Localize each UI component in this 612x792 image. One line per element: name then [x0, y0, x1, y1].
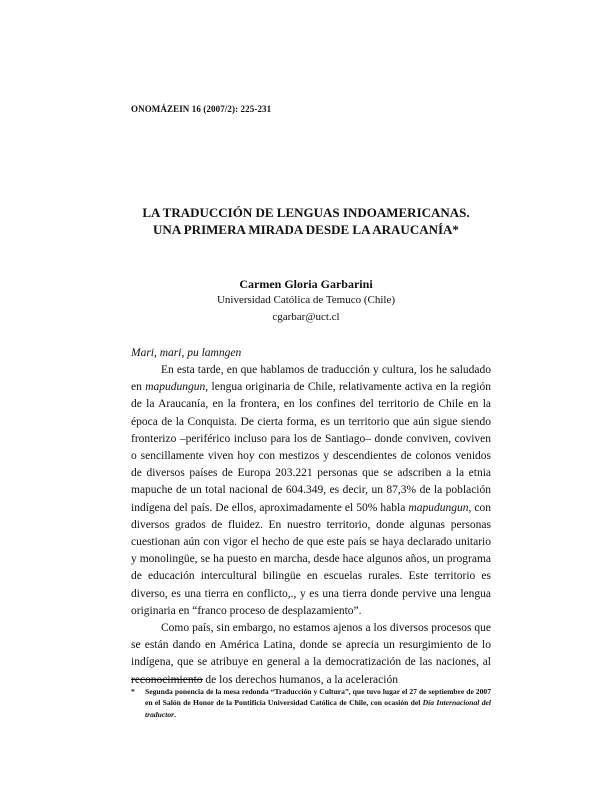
title-line-1: LA TRADUCCIÓN DE LENGUAS INDOAMERICANAS. [142, 205, 470, 220]
footnote-emphasis: Día Internacional del traductor [145, 698, 491, 719]
footnote-marker: * [131, 687, 135, 696]
footnote-text [131, 686, 491, 720]
paragraph-1 [131, 362, 491, 620]
footnote-rule [131, 679, 203, 680]
author-affiliation-block [120, 292, 492, 326]
body-text [131, 362, 491, 689]
p1-term-2: mapudungun [408, 501, 469, 514]
greeting: Mari, mari, pu lamngen [131, 347, 242, 359]
footnote-text-a: Segunda ponencia de la mesa redonda “Traducción y Cultura”, que tuvo lugar el 27 de septiembre de 2007 en el Salón de Honor de la Pontificia Universidad Católica de Chile, con ocasión del [145, 687, 491, 708]
affiliation: Universidad Católica de Temuco (Chile) [216, 294, 396, 306]
journal-citation: ONOMÁZEIN 16 (2007/2): 225-231 [131, 104, 272, 114]
author-name: Carmen Gloria Garbarini [239, 277, 373, 291]
paragraph-2: Como país, sin embargo, no estamos ajenos a los diversos procesos que se están dando en América Latina, donde se aprecia un resurgimiento de lo indígena, que se atribuye en general a la democratización de las naciones, al reconocimiento de los derechos humanos, a la aceleración [131, 622, 491, 686]
article-title [120, 204, 492, 238]
p1-text-c: , con diversos grados de fluidez. En nuestro territorio, donde algunas personas cuestionan aún con vigor el hecho de que este país se haya declarado unitario y monolingüe, se ha puesto en marcha, desde hace algunos años, un programa de educación intercultural bilingüe en escuelas rurales. Este territorio es diverso, es una tierra en conflicto,., y es una tierra donde pervive una lengua originaria en “franco proceso de desplazamiento”. [131, 501, 492, 617]
p1-term: mapudungun [145, 381, 206, 394]
p1-text-a: En esta tarde, en que hablamos de traducción y cultura, los he saludado en [131, 364, 491, 394]
p1-text-b: , lengua originaria de Chile, relativamente activa en la región de la Araucanía, en la frontera, en los confines del territorio de Chile en la época de la Conquista. De cierta forma, es un territorio que aún sigue siendo fronterizo –periférico incluso para los de Santiago– donde conviven, coviven o sencillamente viven hoy con mestizos y descendientes de colonos venidos de diversos países de Europa 203.221 personas que se adscriben a la etnia mapuche de un total nacional de 604.349, es decir, un 87,3% de la población indígena del país. De ellos, aproximadamente el 50% habla [131, 381, 491, 514]
title-line-2: UNA PRIMERA MIRADA DESDE LA ARAUCANÍA* [153, 222, 459, 237]
author-email: cgarbar@uct.cl [272, 311, 340, 323]
footnote-text-b: . [174, 709, 177, 719]
footnote [131, 686, 491, 720]
